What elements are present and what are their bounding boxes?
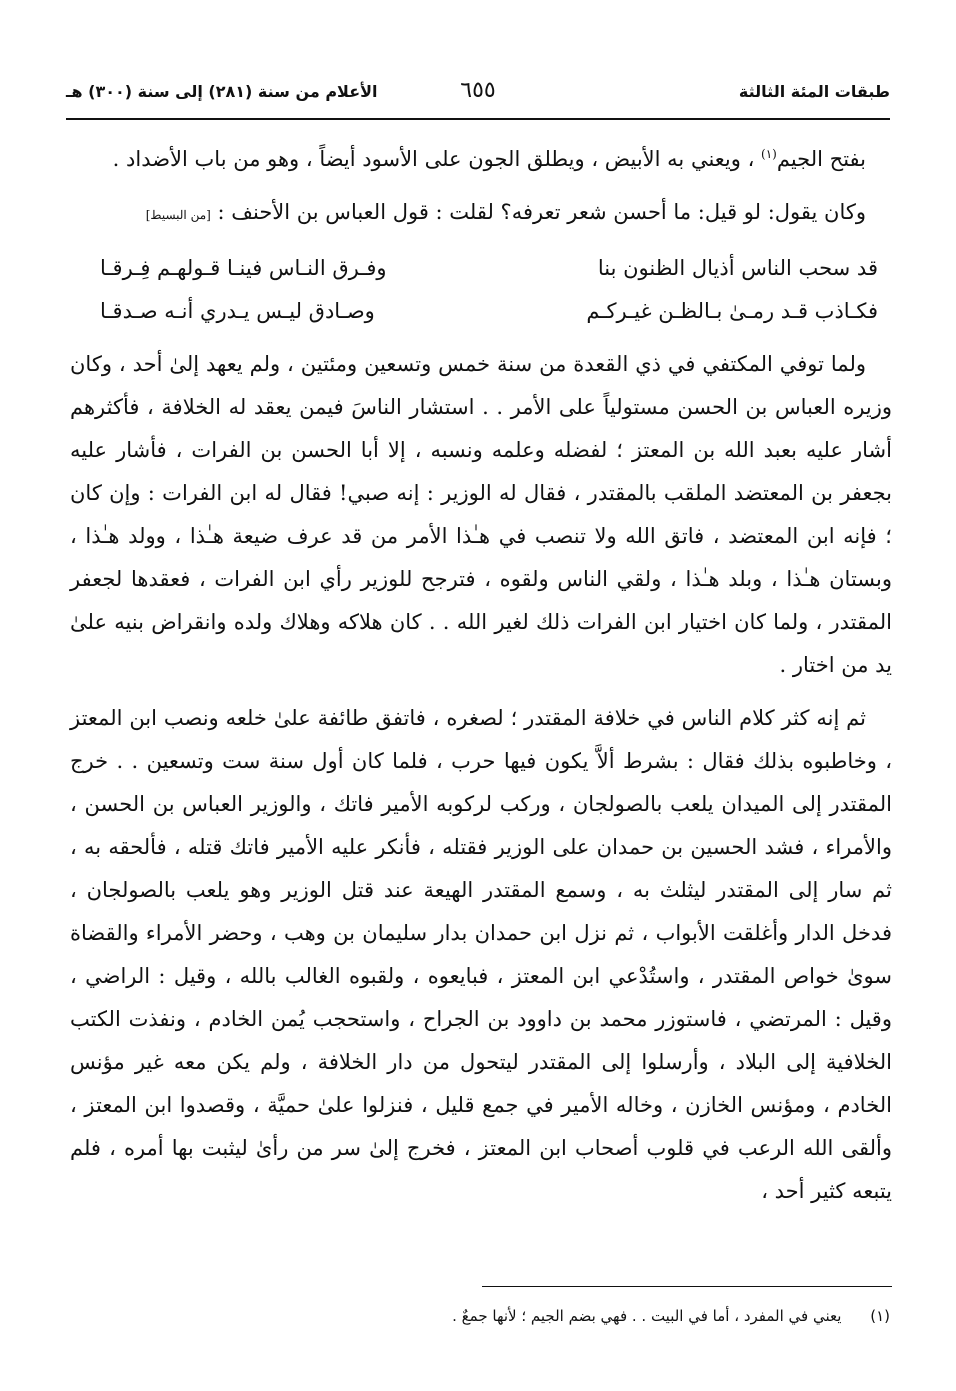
verse-1-first-hemistich: قد سحب الناس أذيال الظنون بنا	[597, 256, 878, 280]
paragraph-2	[70, 191, 892, 237]
paragraph-1-text: بفتح الجيم	[776, 147, 866, 171]
footnote-reference[interactable]: (١)	[761, 147, 777, 161]
chapter-title: طبقات المئة الثالثة	[738, 82, 890, 101]
paragraph-1-rest: ، ويعني به الأبيض ، ويطلق الجون على الأسود أيضاً ، وهو من باب الأضداد .	[112, 147, 762, 171]
page-header	[66, 78, 890, 118]
footnote-text: يعني في المفرد ، أما في البيت . . فهي بضم الجيم ؛ لأنها جمعٌ .	[452, 1307, 842, 1325]
verse-1-second-hemistich: وفـرق النـاس فينـا قـولهـم فِـرقـا	[100, 256, 387, 280]
main-text	[70, 138, 892, 1223]
poetic-meter-label: [من البسيط]	[145, 208, 211, 222]
verse-line-2	[70, 290, 892, 333]
footnote-divider	[482, 1286, 892, 1287]
header-divider	[66, 118, 890, 120]
verse-2-first-hemistich: فكـاذب قـد رمـىٰ بـالظـن غيـركـم	[586, 299, 878, 323]
verse-2-second-hemistich: وصـادق ليـس يـدري أنـه صـدقـا	[100, 299, 375, 323]
footnote	[66, 1303, 890, 1329]
page-number: ٦٥٥	[460, 78, 496, 103]
paragraph-1	[70, 138, 892, 181]
verse-line-1	[70, 247, 892, 290]
paragraph-4: ثم إنه كثر كلام الناس في خلافة المقتدر ؛ لصغره ، فاتفق طائفة علىٰ خلعه ونصب ابن المعتز ، وخاطبوه بذلك فقال : بشرط ألاَّ يكون فيها حرب ، فلما كان أول سنة ست وتسعين . . خرج المقتدر إلى الميدان يلعب بالصولجان ، وركب لركوبه الأمير فاتك ، والوزير العباس بن الحسن ، والأمراء ، فشد الحسين بن حمدان على الوزير فقتله ، فأنكر عليه الأمير فاتك قتله ، فألحقه به ، ثم سار إلى المقتدر ليثلث به ، وسمع المقتدر الهيعة عند قتل الوزير وهو يلعب بالصولجان ، فدخل الدار وأغلقت الأبواب ، ثم نزل ابن حمدان بدار سليمان بن وهب ، وحضر الأمراء والقضاة سوىٰ خواص المقتدر ، واستُدْعي ابن المعتز ، فبايعوه ، ولقبوه الغالب بالله ، وقيل : الراضي ، وقيل : المرتضي ، فاستوزر محمد بن داوود بن الجراح ، واستحجب يُمن الخادم ، ونفذت الكتب الخلافية إلى البلاد ، وأرسلوا إلى المقتدر ليتحول من دار الخلافة ، ولم يكن معه غير مؤنس الخادم ، ومؤنس الخازن ، وخاله الأمير في جمع قليل ، فنزلوا علىٰ حميَّة ، وقصدوا ابن المعتز ، وألقى الله الرعب في قلوب أصحاب ابن المعتز ، فخرج إلىٰ سر من رأىٰ ليثبت بها أمره ، فلم يتبعه كثير أحد ،	[70, 706, 892, 1203]
footnote-number: (١)	[870, 1307, 890, 1325]
running-title: الأعلام من سنة (٢٨١) إلى سنة (٣٠٠) هـ	[66, 82, 378, 101]
paragraph-3: ولما توفي المكتفي في ذي القعدة من سنة خمس وتسعين ومئتين ، ولم يعهد إلىٰ أحد ، وكان وزيره العباس بن الحسن مستولياً على الأمر . . استشار الناسَ فيمن يعقد له الخلافة ، فأكثرهم أشار عليه بعبد الله بن المعتز ؛ لفضله وعلمه ونسبه ، إلا أبا الحسن بن الفرات ، فأشار عليه بجعفر بن المعتضد الملقب بالمقتدر ، فقال له الوزير : إنه صبي! فقال له ابن الفرات : وإن كان ؛ فإنه ابن المعتضد ، فاتق الله ولا تنصب في هـٰذا الأمر من قد عرف ضيعة هـٰذا ، وولد هـٰذا ، وبستان هـٰذا ، وبلد هـٰذا ، ولقي الناس ولقوه ، فترجح للوزير رأي ابن الفرات ، فعقدها لجعفر المقتدر ، ولما كان اختيار ابن الفرات ذلك لغير الله . . كان هلاكه وهلاك ولده وانقراض بنيه علىٰ يد من اختار .	[70, 352, 892, 677]
paragraph-2-text: وكان يقول: لو قيل: ما أحسن شعر تعرفه؟ لقلت : قول العباس بن الأحنف :	[210, 200, 866, 224]
